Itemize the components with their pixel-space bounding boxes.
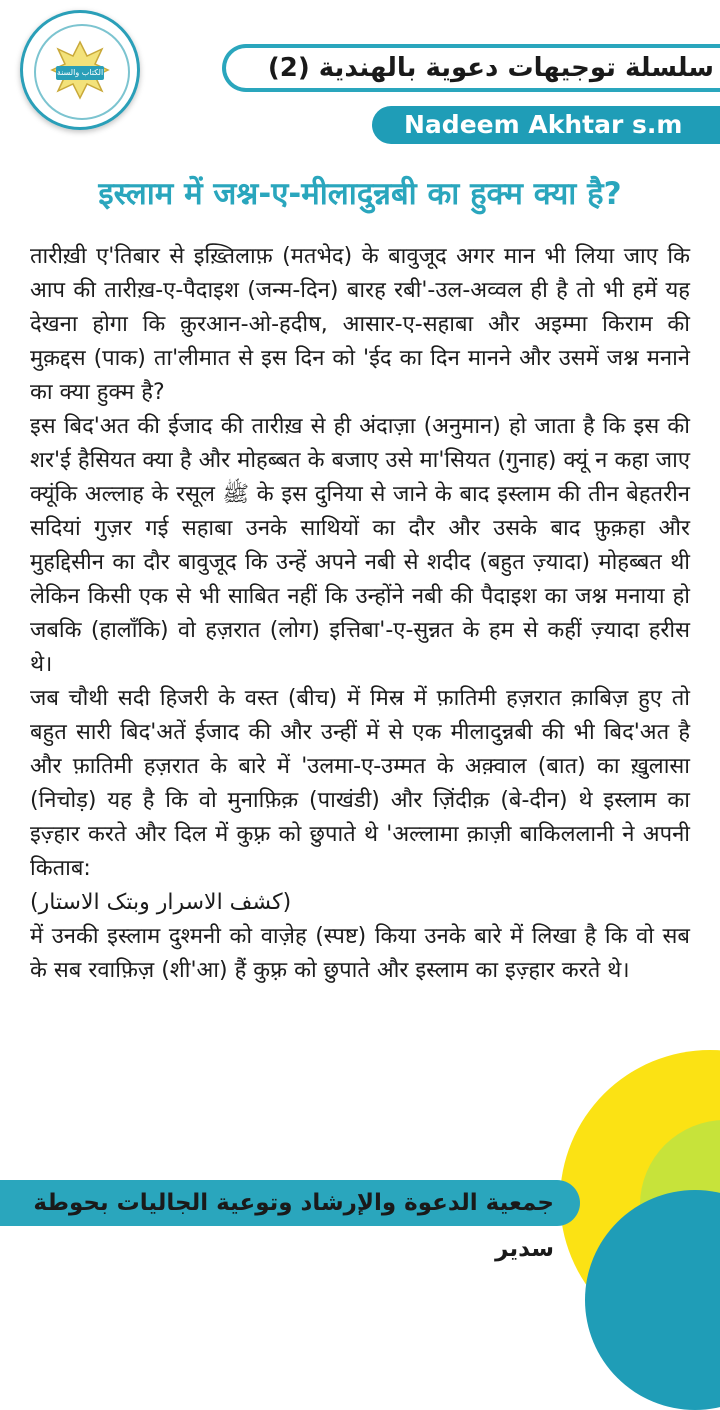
article-heading: इस्लाम में जश्न-ए-मीलादुन्नबी का हुक्म क्या है? <box>98 176 622 212</box>
footer-bar <box>0 1180 580 1262</box>
series-title: سلسلة توجيهات دعوية بالهندية (2) <box>267 53 714 83</box>
logo-banner-text: الكتاب والسنة <box>56 66 104 80</box>
series-title-bar <box>222 44 720 92</box>
article-body <box>30 240 690 988</box>
organization-name: جمعية الدعوة والإرشاد وتوعية الجاليات بحوطة سدير <box>33 1190 554 1262</box>
author-bar <box>372 106 720 144</box>
organization-logo <box>20 10 140 130</box>
arabic-book-title: (كشف الاسرار وبتک الاستار) <box>30 890 292 915</box>
paragraph-1: तारीख़ी ए'तिबार से इख़्तिलाफ़ (मतभेद) के बावुजूद अगर मान भी लिया जाए कि आप की तारीख़-ए-पैदाइश (जन्म-दिन) बारह रबी'-उल-अव्वल ही है तो भी हमें यह देखना होगा कि क़ुरआन-ओ-हदीष, आसार-ए-सहाबा और अइम्मा किराम की मुक़द्दस (पाक) ता'लीमात से इस दिन को 'ईद का दिन मानने और उसमें जश्न मनाने का क्या हुक्म है? <box>30 244 690 405</box>
paragraph-2: इस बिद'अत की ईजाद की तारीख़ से ही अंदाज़ा (अनुमान) हो जाता है कि इस की शर'ई हैसियत क्या है और मोहब्बत के बजाए उसे मा'सियत (गुनाह) क्यूं न कहा जाए क्यूंकि अल्लाह के रसूल ﷺ के इस दुनिया से जाने के बाद इस्लाम की तीन बेहतरीन सदियां गुज़र गई सहाबा उनके साथियों का दौर और उसके बाद फ़ुक़हा और मुहद्दिसीन का दौर बावुजूद कि उन्हें अपने नबी से शदीद (बहुत ज़्यादा) मोहब्बत थी लेकिन किसी एक से भी साबित नहीं कि उन्होंने नबी की पैदाइश का जश्न मनाया हो जबकि (हालाँकि) वो हज़रात (लोग) इत्तिबा'-ए-सुन्नत के हम से कहीं ज़्यादा हरीस थे। <box>30 414 690 677</box>
closing-paragraph: में उनकी इस्लाम दुश्मनी को वाज़ेह (स्पष्ट) किया उनके बारे में लिखा है कि वो सब के सब रवाफ़िज़ (शी'आ) हैं कुफ़्र को छुपाते और इस्लाम का इज़्हार करते थे। <box>30 924 690 983</box>
author-name: Nadeem Akhtar s.m <box>404 110 683 139</box>
paragraph-3: जब चौथी सदी हिजरी के वस्त (बीच) में मिस्र में फ़ातिमी हज़रात क़ाबिज़ हुए तो बहुत सारी बिद'अतें ईजाद की और उन्हीं में से एक मीलादुन्नबी की भी बिद'अत है और फ़ातिमी हज़रात के बारे में 'उलमा-ए-उम्मत के अक़्वाल (बात) का ख़ुलासा (निचोड़) यह है कि वो मुनाफ़िक़ (पाखंडी) और ज़िंदीक़ (बे-दीन) थे इस्लाम का इज़्हार करते और दिल में कुफ़्र को छुपाते थे 'अल्लामा क़ाज़ी बाकिललानी ने अपनी किताब: <box>30 686 690 881</box>
